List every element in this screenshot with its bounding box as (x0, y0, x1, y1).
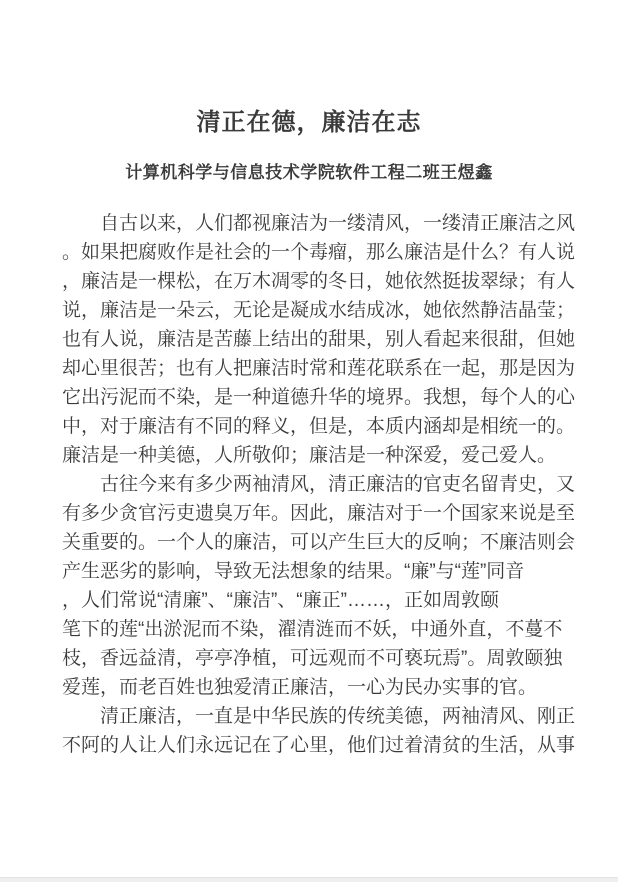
text-line: 说，廉洁是一朵云，无论是凝成水结成冰，她依然静洁晶莹； (62, 300, 576, 321)
document-body (62, 209, 576, 760)
text-line: 关重要的。一个人的廉洁，可以产生巨大的反响；不廉洁则会 (62, 532, 576, 553)
text-line: 它出污泥而不染，是一种道德升华的境界。我想，每个人的心 (62, 387, 576, 408)
text-line: 不阿的人让人们永远记在了心里，他们过着清贫的生活，从事 (62, 735, 576, 756)
text-line: 枝，香远益清，亭亭净植，可远观而不可亵玩焉”。周敦颐独 (62, 648, 563, 669)
text-line: 古往今来有多少两袖清风，清正廉洁的官吏名留青史，又 (62, 474, 576, 495)
text-line: 产生恶劣的影响，导致无法想象的结果。“廉”与“莲”同音 (62, 561, 525, 582)
text-line: 笔下的莲“出淤泥而不染，濯清涟而不妖，中通外直，不蔓不 (62, 619, 563, 640)
paragraph-1 (62, 209, 576, 470)
text-line: 廉洁是一种美德，人所敬仰；廉洁是一种深爱，爱己爱人。 (62, 445, 557, 466)
document-title: 清正在德，廉洁在志 (196, 109, 422, 136)
text-line: 中，对于廉洁有不同的释义，但是，本质内涵却是相统一的。 (62, 416, 576, 437)
paragraph-3 (62, 702, 576, 760)
text-line: ，人们常说“清廉”、“廉洁”、“廉正”……，正如周敦颐 (62, 590, 499, 611)
text-line: ，廉洁是一棵松，在万木凋零的冬日，她依然挺拔翠绿；有人 (62, 271, 576, 292)
text-line: 。如果把腐败作是社会的一个毒瘤，那么廉洁是什么？有人说 (62, 242, 576, 263)
document-byline: 计算机科学与信息技术学院软件工程二班王煜鑫 (125, 163, 493, 182)
text-line: 也有人说，廉洁是苦藤上结出的甜果，别人看起来很甜，但她 (62, 329, 576, 350)
text-line: 自古以来，人们都视廉洁为一缕清风，一缕清正廉洁之风 (62, 213, 576, 234)
text-line: 爱莲，而老百姓也独爱清正廉洁，一心为民办实事的官。 (62, 677, 538, 698)
paragraph-2 (62, 470, 576, 702)
text-line: 却心里很苦；也有人把廉洁时常和莲花联系在一起，那是因为 (62, 358, 576, 379)
text-line: 清正廉洁，一直是中华民族的传统美德，两袖清风、刚正 (62, 706, 576, 727)
text-line: 有多少贪官污吏遗臭万年。因此，廉洁对于一个国家来说是至 (62, 503, 576, 524)
page-bottom-edge (0, 877, 618, 882)
